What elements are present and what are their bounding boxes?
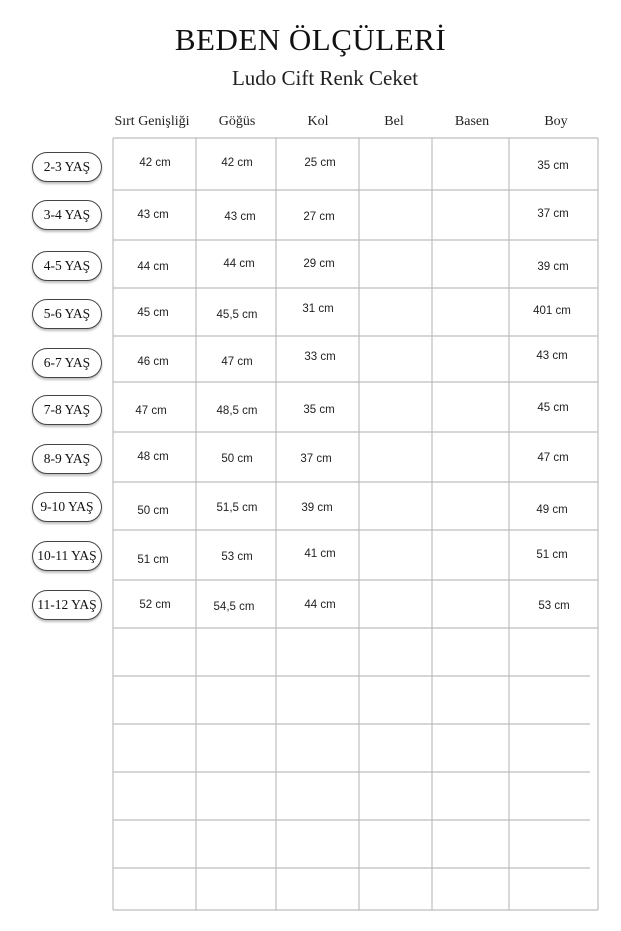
- table-cell: 50 cm: [221, 453, 253, 465]
- table-cell: 48,5 cm: [216, 405, 258, 417]
- column-header-gogus: Göğüs: [218, 114, 256, 129]
- table-cell: 45,5 cm: [216, 309, 258, 321]
- table-cell: 51,5 cm: [216, 502, 258, 514]
- table-cell: 50 cm: [137, 505, 169, 517]
- table-cell: 47 cm: [537, 452, 569, 464]
- table-cell: 53 cm: [221, 551, 253, 563]
- table-cell: 29 cm: [303, 258, 335, 270]
- table-cell: 31 cm: [302, 303, 334, 315]
- column-header-bel: Bel: [384, 114, 404, 129]
- column-header-boy: Boy: [544, 114, 568, 129]
- table-cell: 42 cm: [139, 157, 171, 169]
- size-label-5-6: 5-6 YAŞ: [32, 299, 102, 329]
- column-header-sirt-genisligi: Sırt Genişliği: [114, 114, 190, 129]
- table-cell: 37 cm: [300, 453, 332, 465]
- size-label-9-10: 9-10 YAŞ: [32, 492, 102, 522]
- size-label-10-11: 10-11 YAŞ: [32, 541, 102, 571]
- table-cell: 47 cm: [135, 405, 167, 417]
- size-label-4-5: 4-5 YAŞ: [32, 251, 102, 281]
- table-cell: 39 cm: [301, 502, 333, 514]
- table-cell: 37 cm: [537, 208, 569, 220]
- size-label-8-9: 8-9 YAŞ: [32, 444, 102, 474]
- table-cell: 33 cm: [304, 351, 336, 363]
- page-title: BEDEN ÖLÇÜLERİ: [174, 22, 447, 57]
- table-cell: 51 cm: [137, 554, 169, 566]
- table-cell: 43 cm: [536, 350, 568, 362]
- table-cell: 41 cm: [304, 548, 336, 560]
- table-cell: 44 cm: [304, 599, 336, 611]
- table-cell: 53 cm: [538, 600, 570, 612]
- table-cell: 25 cm: [304, 157, 336, 169]
- table-cell: 46 cm: [137, 356, 169, 368]
- size-label-6-7: 6-7 YAŞ: [32, 348, 102, 378]
- size-label-11-12: 11-12 YAŞ: [32, 590, 102, 620]
- table-cell: 42 cm: [221, 157, 253, 169]
- table-cell: 43 cm: [137, 209, 169, 221]
- table-cell: 35 cm: [537, 160, 569, 172]
- table-cell: 49 cm: [536, 504, 568, 516]
- table-cell: 45 cm: [537, 402, 569, 414]
- table-cell: 27 cm: [303, 211, 335, 223]
- table-cell: 35 cm: [303, 404, 335, 416]
- column-header-kol: Kol: [307, 114, 329, 129]
- table-cell: 45 cm: [137, 307, 169, 319]
- size-label-7-8: 7-8 YAŞ: [32, 395, 102, 425]
- table-cell: 401 cm: [533, 305, 571, 317]
- table-cell: 39 cm: [537, 261, 569, 273]
- table-cell: 48 cm: [137, 451, 169, 463]
- size-label-2-3: 2-3 YAŞ: [32, 152, 102, 182]
- table-cell: 44 cm: [137, 261, 169, 273]
- page-subtitle: Ludo Cift Renk Ceket: [231, 66, 419, 90]
- table-cell: 54,5 cm: [213, 601, 255, 613]
- table-cell: 51 cm: [536, 549, 568, 561]
- table-cell: 44 cm: [223, 258, 255, 270]
- table-cell: 47 cm: [221, 356, 253, 368]
- size-label-3-4: 3-4 YAŞ: [32, 200, 102, 230]
- table-cell: 43 cm: [224, 211, 256, 223]
- table-cell: 52 cm: [139, 599, 171, 611]
- column-header-basen: Basen: [454, 114, 490, 129]
